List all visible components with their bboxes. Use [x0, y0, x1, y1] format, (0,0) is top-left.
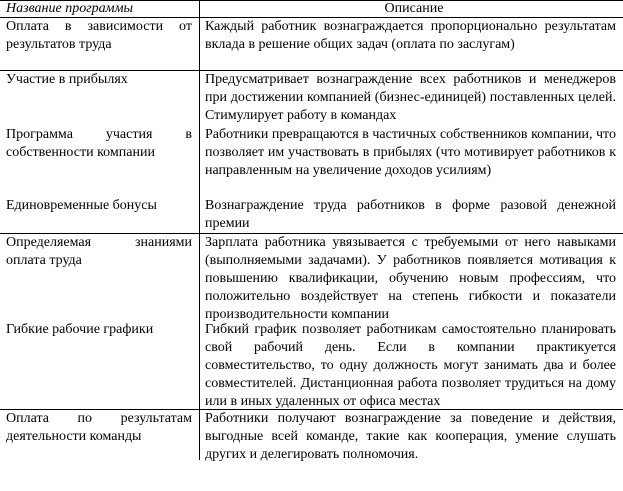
row-7-name: Оплата по результатам деятельности команды: [6, 411, 192, 444]
row-1-description: Каждый работник вознаграждается пропорционально результатам вклада в решение общих задач (оплата по заслугам): [205, 19, 616, 52]
row-4-name: Единовременные бонусы: [6, 198, 157, 213]
row-6-description: Гибкий график позволяет работникам самостоятельно планировать свой рабочий день. Если в компании практикуется совместительство, то одну должность могут занимать два и более совместителей. Дистанционная работа позволяет трудиться на дому или в иных удаленных от офиса местах: [205, 322, 616, 409]
table-header: [0, 0, 623, 18]
row-5-name: Определяемая знаниями оплата труда: [6, 235, 192, 268]
row-6-name: Гибкие рабочие графики: [6, 322, 154, 337]
row-7-description: Работники получают вознаграждение за поведение и действия, выгодные всей команде, такие как кооперация, умение слушать других и делегировать полномочия.: [205, 411, 616, 462]
row-3-description: Работники превращаются в частичных собственников компании, что позволяет им участвовать в прибылях (что мотивирует работников к направленным на увеличение доходов усилиям): [205, 127, 616, 178]
row-2-description: Предусматривает вознаграждение всех работников и менеджеров при достижении компанией (бизнес-единицей) поставленных целей. Стимулирует работу в командах: [205, 72, 616, 123]
row-4-description: Вознаграждение труда работников в форме разовой денежной премии: [205, 198, 616, 231]
header-program-name: Название программы: [6, 1, 134, 16]
row-2-name: Участие в прибылях: [6, 72, 128, 87]
row-3-name: Программа участия в собственности компании: [6, 127, 192, 160]
header-description: Описание: [384, 1, 444, 16]
row-1-name: Оплата в зависимости от результатов труда: [6, 19, 192, 52]
row-5-description: Зарплата работника увязывается с требуемыми от него навыками (выполняемыми задачами). У работников появляется мотивация к повышению квалификации, обучению новым профессиям, что положительно воздействует на степень гибкости и показатели производительности компании: [205, 235, 616, 322]
column-divider: [199, 0, 200, 460]
